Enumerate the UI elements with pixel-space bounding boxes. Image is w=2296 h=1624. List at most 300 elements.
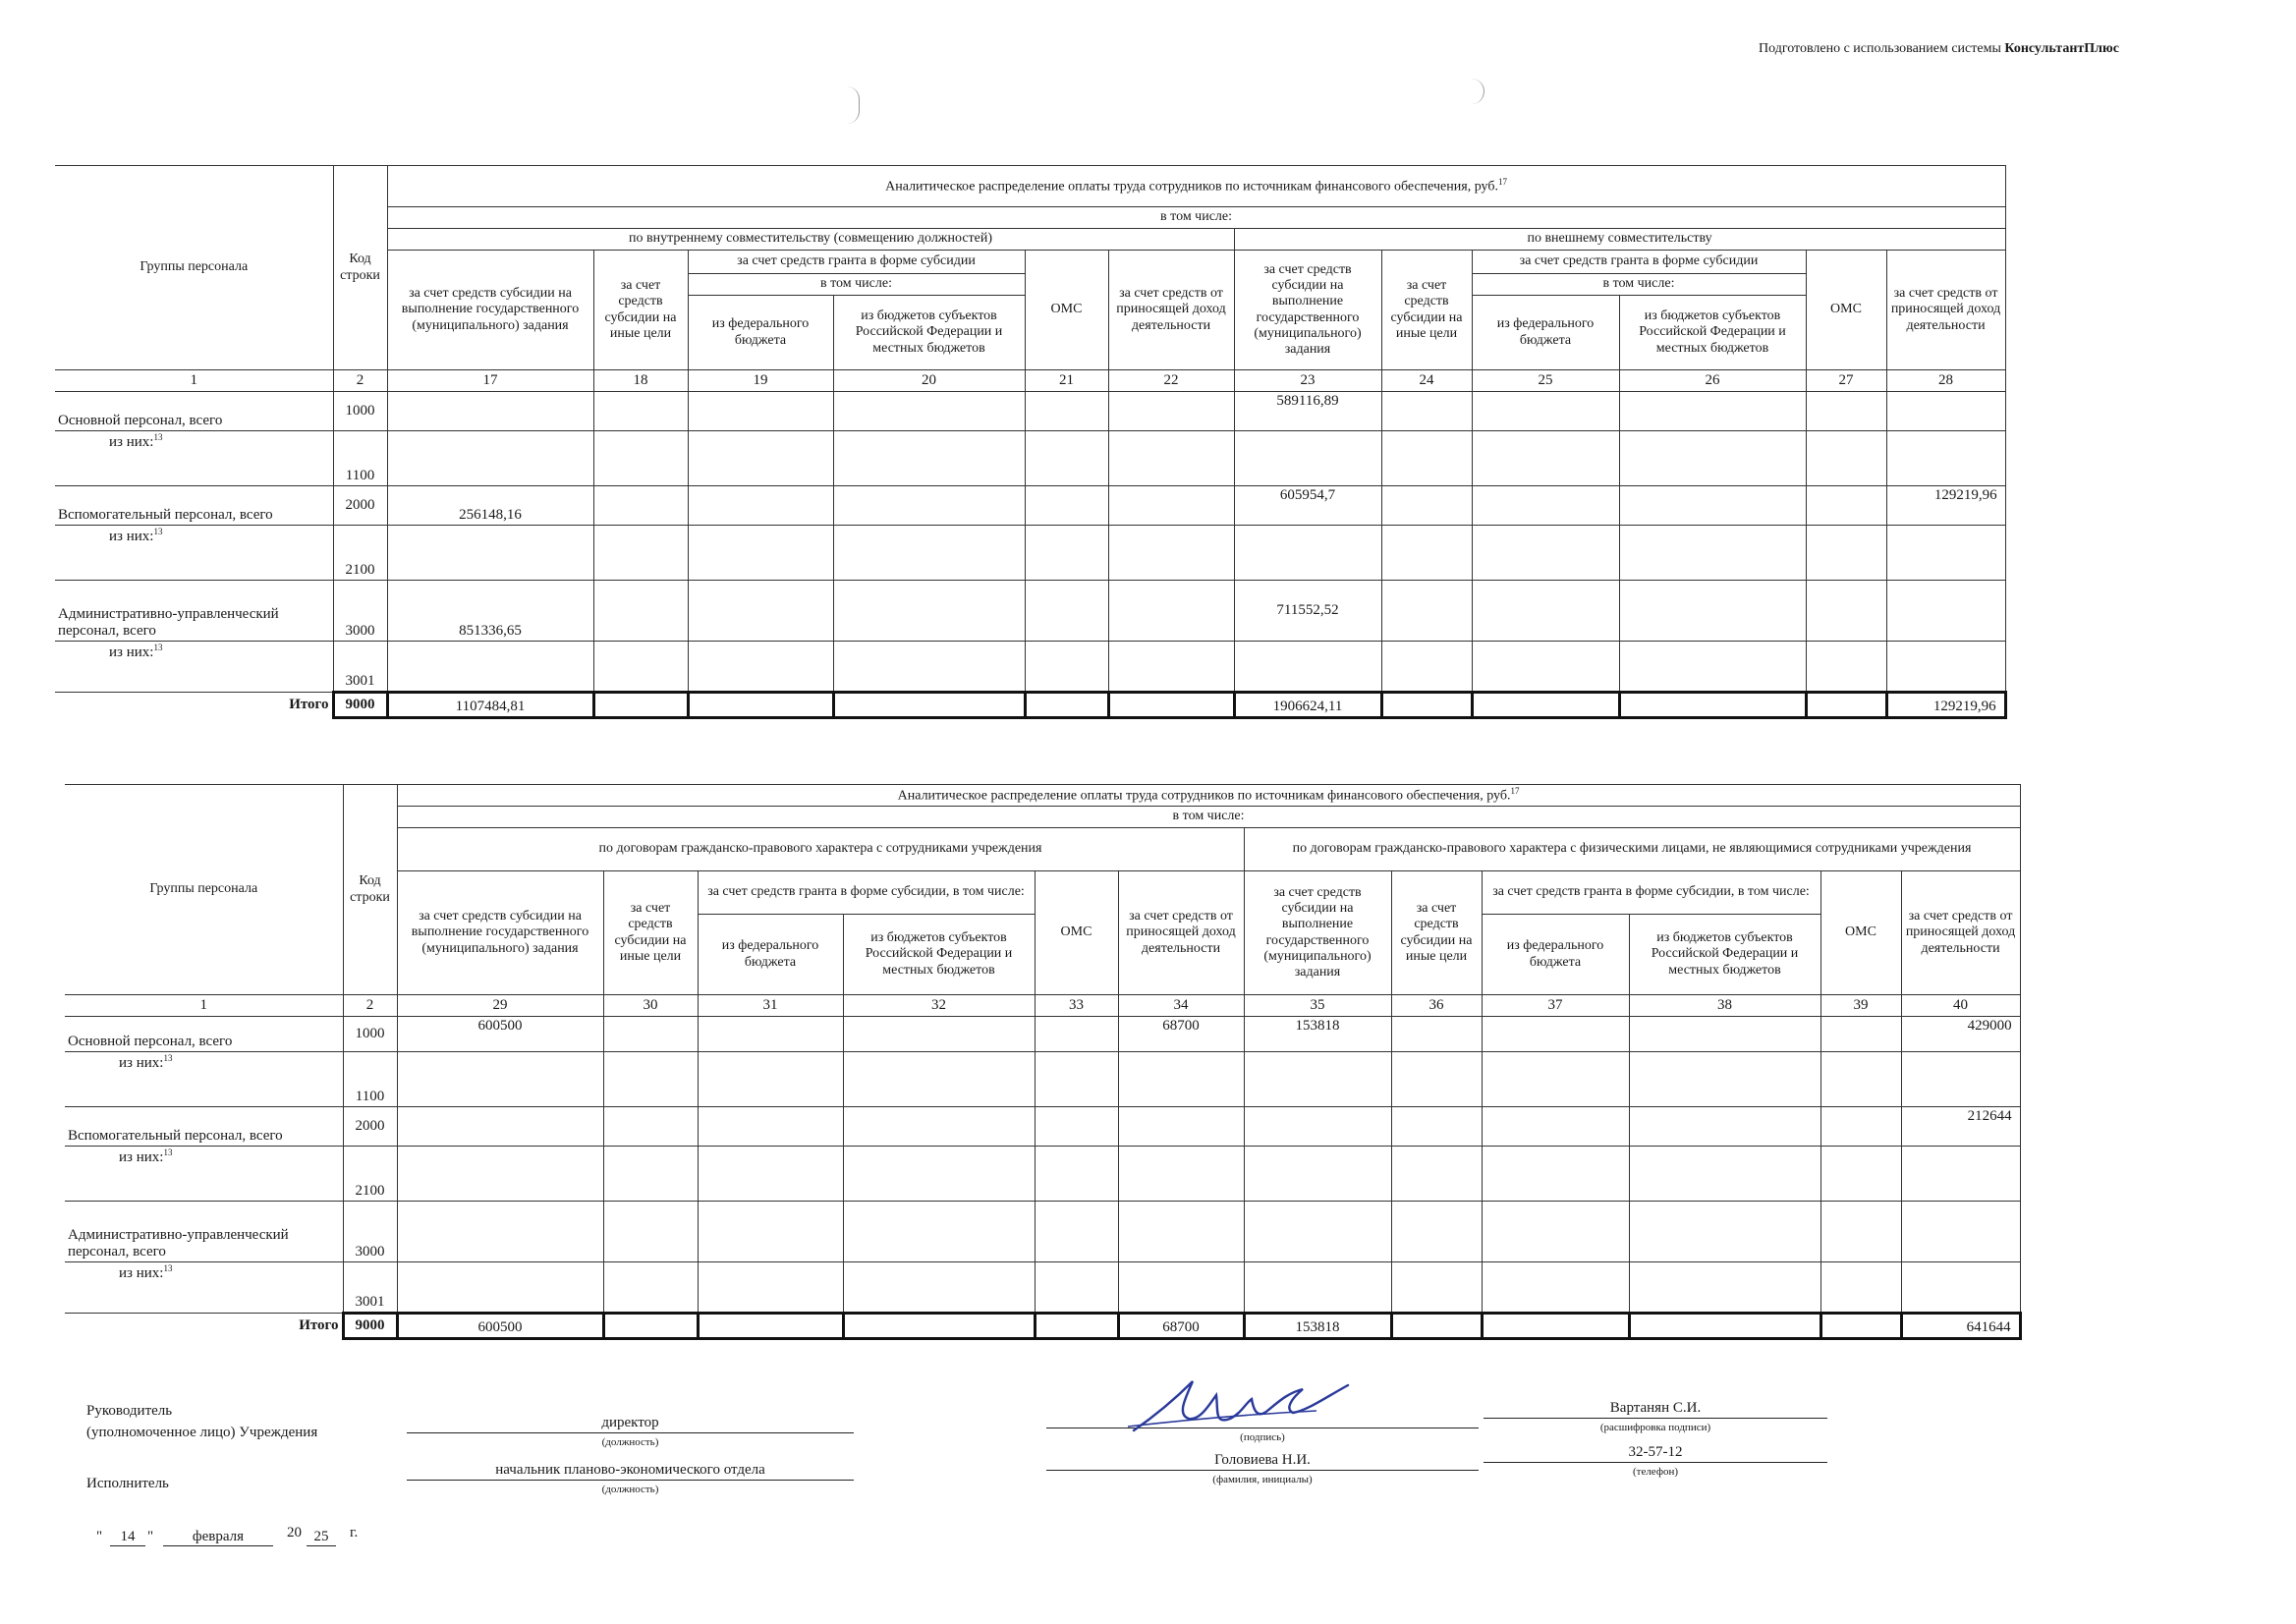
head-label-2: (уполномоченное лицо) Учреждения — [86, 1425, 318, 1440]
col-oms: ОМС — [1035, 871, 1118, 995]
table-row — [55, 581, 2005, 642]
table-title-text: Аналитическое распределение оплаты труда сотрудников по источникам финансового обеспечения, руб. — [897, 788, 1511, 804]
table-row — [65, 1052, 2020, 1107]
cell — [1619, 642, 1806, 693]
cell — [833, 486, 1025, 526]
col-num: 34 — [1118, 995, 1244, 1017]
cell: 212644 — [1901, 1107, 2020, 1147]
total-cell — [833, 693, 1025, 718]
block-gph-staff: по договорам гражданско-правового характера с сотрудниками учреждения — [397, 828, 1244, 871]
cell — [397, 1262, 603, 1314]
col-num: 31 — [698, 995, 843, 1017]
col-num: 17 — [387, 370, 593, 392]
cell — [1472, 486, 1619, 526]
footnote-ref: 17 — [1497, 177, 1507, 188]
col-income-b: за счет средств от приносящей доход деятельности — [1886, 251, 2005, 370]
cell — [1472, 526, 1619, 581]
col-subsidy-other-b: за счет средств субсидии на иные цели — [1391, 871, 1482, 995]
col-federal: из федерального бюджета — [698, 915, 843, 995]
caption-decode: (расшифровка подписи) — [1599, 1422, 1711, 1433]
row-label: Основной персонал, всего — [65, 1017, 343, 1052]
cell — [843, 1017, 1035, 1052]
cell — [603, 1017, 698, 1052]
cell — [1108, 642, 1234, 693]
caption-phone: (телефон) — [1632, 1466, 1679, 1478]
cell — [603, 1052, 698, 1107]
cell — [593, 581, 688, 642]
cell — [1629, 1202, 1820, 1262]
cell — [593, 431, 688, 486]
cell — [603, 1107, 698, 1147]
date-year-prefix: 20 — [287, 1525, 302, 1540]
table-row — [65, 1107, 2020, 1147]
cell — [688, 392, 833, 431]
cell — [843, 1202, 1035, 1262]
table-title — [397, 785, 2020, 807]
cell — [843, 1107, 1035, 1147]
total-cell: 1107484,81 — [387, 693, 593, 718]
cell — [833, 642, 1025, 693]
total-cell — [1025, 693, 1108, 718]
col-subsidy-task-b: за счет средств субсидии на выполнение государственного (муниципального) задания — [1244, 871, 1391, 995]
row-label: Вспомогательный персонал, всего — [65, 1107, 343, 1147]
col-grant-b: за счет средств гранта в форме субсидии, в том числе: — [1482, 871, 1820, 915]
cell — [1035, 1202, 1118, 1262]
cell — [1381, 392, 1472, 431]
total-label: Итого — [55, 693, 333, 718]
col-regional: из бюджетов субъектов Российской Федерации и местных бюджетов — [843, 915, 1035, 995]
row-label-text: из них: — [119, 1149, 164, 1165]
block-gph-external: по договорам гражданско-правового характера с физическими лицами, не являющимися сотрудниками учреждения — [1244, 828, 2020, 871]
col-num: 21 — [1025, 370, 1108, 392]
total-cell — [1391, 1314, 1482, 1339]
col-income-b: за счет средств от приносящей доход деятельности — [1901, 871, 2020, 995]
cell — [1381, 526, 1472, 581]
col-num: 27 — [1806, 370, 1886, 392]
cell — [1118, 1202, 1244, 1262]
handwritten-signature-icon — [1120, 1375, 1356, 1438]
col-income: за счет средств от приносящей доход деятельности — [1108, 251, 1234, 370]
cell — [1472, 581, 1619, 642]
col-num: 33 — [1035, 995, 1118, 1017]
cell — [1035, 1107, 1118, 1147]
col-grant-incl: в том числе: — [688, 274, 1025, 296]
row-code: 1000 — [333, 392, 387, 431]
cell — [1391, 1202, 1482, 1262]
cell — [843, 1147, 1035, 1202]
table-row — [55, 642, 2005, 693]
total-cell: 129219,96 — [1886, 693, 2005, 718]
col-grant: за счет средств гранта в форме субсидии — [688, 251, 1025, 274]
col-subsidy-task: за счет средств субсидии на выполнение государственного (муниципального) задания — [397, 871, 603, 995]
col-num: 38 — [1629, 995, 1820, 1017]
cell — [698, 1202, 843, 1262]
row-code: 3000 — [343, 1202, 397, 1262]
row-label — [55, 526, 333, 581]
caption-position: (должность) — [601, 1436, 659, 1448]
col-num: 1 — [55, 370, 333, 392]
cell — [593, 486, 688, 526]
cell — [1806, 392, 1886, 431]
cell — [1244, 1147, 1391, 1202]
cell: 711552,52 — [1234, 581, 1381, 642]
cell — [1391, 1052, 1482, 1107]
total-cell: 641644 — [1901, 1314, 2020, 1339]
col-num: 2 — [333, 370, 387, 392]
table-title — [387, 166, 2005, 207]
code-header: Код строки — [343, 785, 397, 995]
position-line — [407, 1432, 854, 1433]
col-federal-b: из федерального бюджета — [1472, 296, 1619, 370]
date-suffix: г. — [350, 1525, 359, 1540]
total-cell — [1108, 693, 1234, 718]
row-label — [65, 1052, 343, 1107]
cell — [1118, 1147, 1244, 1202]
table-row — [65, 1017, 2020, 1052]
row-label — [55, 431, 333, 486]
col-num: 22 — [1108, 370, 1234, 392]
watermark-prefix: Подготовлено с использованием системы — [1759, 41, 2005, 56]
row-label: Административно-управленческий персонал, всего — [55, 581, 333, 642]
date-quote-open: " — [96, 1529, 103, 1544]
row-label-text: из них: — [109, 644, 154, 660]
caption-signature: (подпись) — [1240, 1431, 1285, 1443]
total-code: 9000 — [333, 693, 387, 718]
cell — [698, 1052, 843, 1107]
cell — [1025, 431, 1108, 486]
cell: 256148,16 — [387, 486, 593, 526]
caption-fio: (фамилия, инициалы) — [1212, 1474, 1313, 1485]
col-num: 39 — [1820, 995, 1901, 1017]
cell: 851336,65 — [387, 581, 593, 642]
code-header: Код строки — [333, 166, 387, 370]
scan-artifact — [1472, 79, 1484, 104]
col-num: 24 — [1381, 370, 1472, 392]
exec-label: Исполнитель — [86, 1476, 169, 1491]
cell — [1629, 1107, 1820, 1147]
cell — [1381, 431, 1472, 486]
total-cell: 600500 — [397, 1314, 603, 1339]
cell — [1118, 1262, 1244, 1314]
col-subsidy-task: за счет средств субсидии на выполнение государственного (муниципального) задания — [387, 251, 593, 370]
col-federal: из федерального бюджета — [688, 296, 833, 370]
col-federal-b: из федерального бюджета — [1482, 915, 1629, 995]
cell — [688, 581, 833, 642]
table-row — [55, 431, 2005, 486]
cell: 429000 — [1901, 1017, 2020, 1052]
cell: 129219,96 — [1886, 486, 2005, 526]
table-row — [65, 1202, 2020, 1262]
cell — [1901, 1147, 2020, 1202]
total-cell: 68700 — [1118, 1314, 1244, 1339]
cell: 605954,7 — [1234, 486, 1381, 526]
cell — [1629, 1262, 1820, 1314]
cell — [1025, 486, 1108, 526]
footnote-ref: 13 — [163, 1053, 173, 1063]
total-cell — [1035, 1314, 1118, 1339]
row-label-text: из них: — [119, 1265, 164, 1281]
scan-artifact — [847, 86, 860, 124]
cell — [1629, 1052, 1820, 1107]
total-cell — [1619, 693, 1806, 718]
cell — [1234, 642, 1381, 693]
cell — [1806, 431, 1886, 486]
cell — [1629, 1017, 1820, 1052]
cell — [1025, 581, 1108, 642]
cell — [397, 1107, 603, 1147]
cell — [1629, 1147, 1820, 1202]
col-subsidy-other: за счет средств субсидии на иные цели — [603, 871, 698, 995]
cell — [1820, 1262, 1901, 1314]
cell — [1381, 486, 1472, 526]
cell — [688, 431, 833, 486]
total-label: Итого — [65, 1314, 343, 1339]
phone: 32-57-12 — [1628, 1444, 1683, 1460]
footnote-ref: 13 — [153, 432, 163, 442]
row-label — [65, 1262, 343, 1314]
row-code: 2100 — [343, 1147, 397, 1202]
cell — [387, 392, 593, 431]
cell — [1108, 581, 1234, 642]
cell — [603, 1202, 698, 1262]
cell — [1901, 1052, 2020, 1107]
block-external: по внешнему совместительству — [1234, 229, 2005, 251]
col-num: 1 — [65, 995, 343, 1017]
cell — [698, 1107, 843, 1147]
cell — [1886, 642, 2005, 693]
phone-line — [1484, 1462, 1827, 1463]
row-label: Административно-управленческий персонал, всего — [65, 1202, 343, 1262]
cell — [387, 642, 593, 693]
table-row — [55, 392, 2005, 431]
consultant-watermark — [1759, 41, 2119, 57]
cell — [1381, 642, 1472, 693]
cell — [1886, 526, 2005, 581]
watermark-brand: КонсультантПлюс — [2004, 41, 2119, 56]
total-cell: 1906624,11 — [1234, 693, 1381, 718]
cell — [593, 526, 688, 581]
cell — [1108, 526, 1234, 581]
v-tom-chisle: в том числе: — [387, 207, 2005, 229]
cell — [1244, 1202, 1391, 1262]
cell — [833, 526, 1025, 581]
row-code: 1100 — [343, 1052, 397, 1107]
total-row — [65, 1314, 2020, 1339]
cell — [688, 486, 833, 526]
cell — [1244, 1262, 1391, 1314]
col-income: за счет средств от приносящей доход деятельности — [1118, 871, 1244, 995]
cell — [1619, 392, 1806, 431]
total-cell — [593, 693, 688, 718]
cell — [1381, 581, 1472, 642]
col-grant-incl-b: в том числе: — [1472, 274, 1806, 296]
col-num: 2 — [343, 995, 397, 1017]
cell — [1244, 1107, 1391, 1147]
cell — [833, 392, 1025, 431]
cell: 68700 — [1118, 1017, 1244, 1052]
col-subsidy-other-b: за счет средств субсидии на иные цели — [1381, 251, 1472, 370]
col-num: 26 — [1619, 370, 1806, 392]
cell — [1234, 431, 1381, 486]
col-num: 23 — [1234, 370, 1381, 392]
row-code: 2000 — [343, 1107, 397, 1147]
cell — [1118, 1052, 1244, 1107]
total-cell — [1806, 693, 1886, 718]
cell — [593, 642, 688, 693]
row-label: Вспомогательный персонал, всего — [55, 486, 333, 526]
cell — [1886, 581, 2005, 642]
cell — [1806, 642, 1886, 693]
cell — [1820, 1052, 1901, 1107]
cell — [1886, 431, 2005, 486]
table-row — [55, 526, 2005, 581]
row-code: 1000 — [343, 1017, 397, 1052]
footnote-ref: 13 — [153, 643, 163, 652]
cell — [1108, 392, 1234, 431]
col-num: 40 — [1901, 995, 2020, 1017]
head-position: директор — [601, 1415, 659, 1430]
row-label: Основной персонал, всего — [55, 392, 333, 431]
row-code: 2000 — [333, 486, 387, 526]
col-num: 32 — [843, 995, 1035, 1017]
footnote-ref: 13 — [163, 1263, 173, 1273]
col-oms-b: ОМС — [1806, 251, 1886, 370]
row-label-text: из них: — [109, 434, 154, 450]
cell: 153818 — [1244, 1017, 1391, 1052]
cell — [1108, 431, 1234, 486]
cell — [397, 1147, 603, 1202]
cell — [688, 642, 833, 693]
col-oms: ОМС — [1025, 251, 1108, 370]
col-subsidy-other: за счет средств субсидии на иные цели — [593, 251, 688, 370]
table-1 — [55, 165, 2007, 719]
cell — [1244, 1052, 1391, 1107]
table-2 — [65, 784, 2022, 1340]
cell — [1482, 1017, 1629, 1052]
cell — [843, 1262, 1035, 1314]
exec-position-line — [407, 1480, 854, 1481]
date-year: 25 — [307, 1529, 336, 1546]
row-code: 3001 — [333, 642, 387, 693]
col-regional-b: из бюджетов субъектов Российской Федерации и местных бюджетов — [1629, 915, 1820, 995]
date-month: февраля — [163, 1529, 273, 1546]
col-num: 20 — [833, 370, 1025, 392]
col-num: 25 — [1472, 370, 1619, 392]
cell — [603, 1262, 698, 1314]
cell — [1886, 392, 2005, 431]
cell — [1901, 1202, 2020, 1262]
row-label-text: из них: — [109, 529, 154, 544]
cell — [1482, 1202, 1629, 1262]
footnote-ref: 13 — [163, 1148, 173, 1157]
cell — [1391, 1262, 1482, 1314]
cell — [1391, 1017, 1482, 1052]
cell — [1108, 486, 1234, 526]
col-num: 37 — [1482, 995, 1629, 1017]
total-cell — [1381, 693, 1472, 718]
col-num: 19 — [688, 370, 833, 392]
table-title-text: Аналитическое распределение оплаты труда сотрудников по источникам финансового обеспечения, руб. — [885, 179, 1498, 195]
cell — [1820, 1017, 1901, 1052]
block-internal: по внутреннему совместительству (совмещению должностей) — [387, 229, 1234, 251]
footnote-ref: 17 — [1510, 786, 1520, 797]
total-cell: 153818 — [1244, 1314, 1391, 1339]
cell — [397, 1202, 603, 1262]
cell — [698, 1262, 843, 1314]
cell — [603, 1147, 698, 1202]
cell — [1820, 1202, 1901, 1262]
col-num: 36 — [1391, 995, 1482, 1017]
total-cell — [603, 1314, 698, 1339]
table-row — [55, 486, 2005, 526]
cell — [1619, 431, 1806, 486]
col-regional: из бюджетов субъектов Российской Федерации и местных бюджетов — [833, 296, 1025, 370]
col-oms-b: ОМС — [1820, 871, 1901, 995]
col-num: 18 — [593, 370, 688, 392]
cell — [1035, 1262, 1118, 1314]
cell — [1806, 486, 1886, 526]
row-label-text: из них: — [119, 1055, 164, 1071]
cell — [1025, 526, 1108, 581]
exec-position: начальник планово-экономического отдела — [495, 1462, 765, 1478]
cell — [1820, 1107, 1901, 1147]
fio-line — [1046, 1470, 1479, 1471]
row-code: 1100 — [333, 431, 387, 486]
cell — [1391, 1147, 1482, 1202]
exec-name: Головиева Н.И. — [1214, 1452, 1311, 1468]
cell — [1472, 431, 1619, 486]
total-cell — [1472, 693, 1619, 718]
cell — [397, 1052, 603, 1107]
row-code: 3000 — [333, 581, 387, 642]
v-tom-chisle: в том числе: — [397, 807, 2020, 828]
col-num: 30 — [603, 995, 698, 1017]
cell — [1482, 1147, 1629, 1202]
head-name: Вартанян С.И. — [1609, 1400, 1702, 1416]
group-header: Группы персонала — [55, 166, 333, 370]
cell — [593, 392, 688, 431]
cell — [1118, 1107, 1244, 1147]
cell — [1472, 392, 1619, 431]
cell — [1482, 1107, 1629, 1147]
total-cell — [1820, 1314, 1901, 1339]
cell: 600500 — [397, 1017, 603, 1052]
cell — [843, 1052, 1035, 1107]
cell — [1035, 1052, 1118, 1107]
caption-exec-position: (должность) — [601, 1484, 659, 1495]
cell — [1035, 1147, 1118, 1202]
cell — [1035, 1017, 1118, 1052]
cell — [1391, 1107, 1482, 1147]
cell — [698, 1017, 843, 1052]
date-quote-close: " — [147, 1529, 154, 1544]
cell — [1619, 526, 1806, 581]
cell — [1806, 581, 1886, 642]
group-header: Группы персонала — [65, 785, 343, 995]
head-label-1: Руководитель — [86, 1403, 173, 1419]
col-num: 29 — [397, 995, 603, 1017]
row-label — [55, 642, 333, 693]
cell — [833, 431, 1025, 486]
row-label — [65, 1147, 343, 1202]
col-num: 28 — [1886, 370, 2005, 392]
total-cell — [1629, 1314, 1820, 1339]
row-code: 2100 — [333, 526, 387, 581]
cell — [1820, 1147, 1901, 1202]
col-num: 35 — [1244, 995, 1391, 1017]
total-cell — [698, 1314, 843, 1339]
cell — [387, 431, 593, 486]
